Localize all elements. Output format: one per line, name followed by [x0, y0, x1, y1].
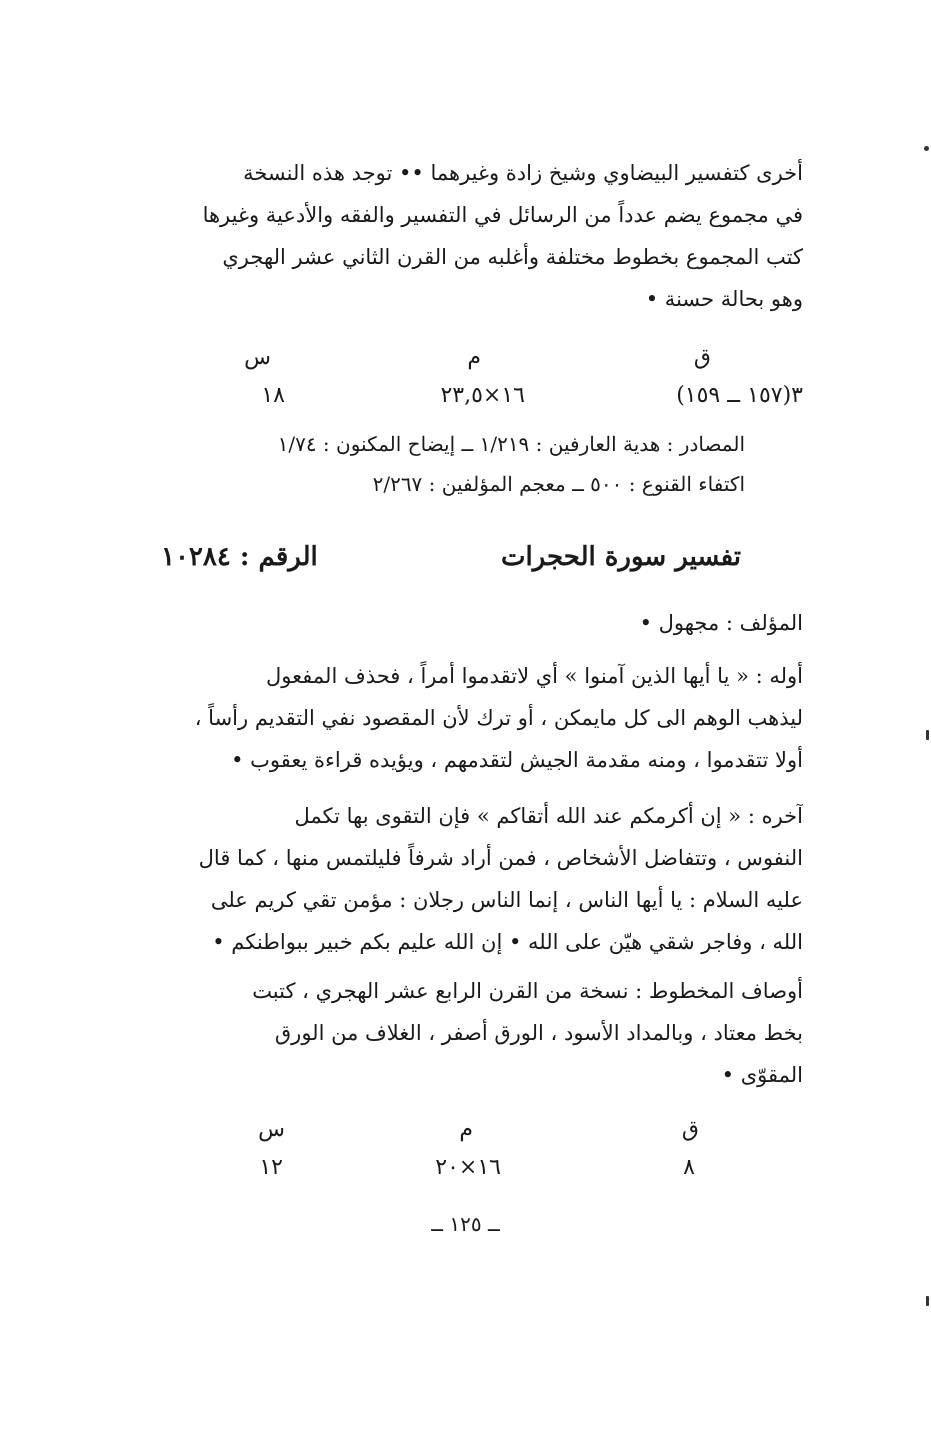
text-line: في مجموع يضم عدداً من الرسائل في التفسير والفقه والأدعية وغيرها	[202, 203, 803, 227]
scan-speck	[926, 730, 929, 740]
description-paragraph	[157, 970, 803, 1096]
entry-number: الرقم : ١٠٢٨٤	[161, 542, 318, 572]
text-line: كتب المجموع بخطوط مختلفة وأغلبه من القرن الثاني عشر الهجري	[222, 245, 803, 269]
text-line: المصادر : هدية العارفين : ١/٢١٩ ــ إيضاح المكنون : ١/٧٤	[277, 432, 745, 456]
text-line: ليذهب الوهم الى كل مايمكن ، أو ترك لأن المقصود نفي التقديم رأساً ،	[194, 706, 803, 730]
author-text: المؤلف : مجهول •	[639, 611, 803, 635]
scan-speck	[926, 1296, 929, 1306]
leaves-label: ق	[693, 345, 711, 370]
measurement-labels-1	[157, 340, 803, 376]
dimensions-value: ١٦×٢٣,٥	[440, 383, 525, 408]
entry-title: تفسير سورة الحجرات	[500, 542, 741, 572]
measurement-values-1	[157, 378, 803, 414]
text-line: أوصاف المخطوط : نسخة من القرن الرابع عشر الهجري ، كتبت	[252, 979, 803, 1003]
measurement-labels-2	[157, 1112, 803, 1148]
opening-paragraph	[157, 655, 803, 781]
text-line: وهو بحالة حسنة •	[645, 287, 803, 311]
entry-heading	[161, 537, 741, 577]
text-line: أوله : « يا أيها الذين آمنوا » أي لاتقدموا أمراً ، فحذف المفعول	[266, 664, 803, 688]
scan-speck	[924, 146, 929, 151]
text-line: آخره : « إن أكرمكم عند الله أتقاكم » فإن التقوى بها تكمل	[294, 804, 803, 828]
leaves-value: ٣(١٥٧ ــ ١٥٩)	[676, 383, 803, 408]
ending-paragraph	[157, 795, 803, 963]
dimensions-value: ١٦×٢٠	[435, 1155, 501, 1180]
lines-label: س	[258, 1117, 285, 1142]
page-number: ــ ١٢٥ ــ	[431, 1212, 500, 1236]
author-line	[157, 602, 803, 644]
dimensions-label: م	[467, 345, 481, 370]
text-line: بخط معتاد ، وبالمداد الأسود ، الورق أصفر ، الغلاف من الورق	[274, 1021, 803, 1045]
lines-value: ١٨	[261, 383, 285, 408]
text-line: اكتفاء القنوع : ٥٠٠ ــ معجم المؤلفين : ٢/٢٦٧	[372, 472, 745, 496]
text-line: أولا تتقدموا ، ومنه مقدمة الجيش لتقدمهم ، ويؤيده قراءة يعقوب •	[231, 748, 803, 772]
leaves-value: ٨	[683, 1155, 695, 1180]
measurement-values-2	[157, 1150, 803, 1186]
sources-block	[155, 424, 745, 504]
text-line: المقوّى •	[721, 1063, 803, 1087]
dimensions-label: م	[459, 1117, 473, 1142]
text-line: الله ، وفاجر شقي هيّن على الله • إن الله عليم بكم خبير ببواطنكم •	[212, 930, 803, 954]
text-line: أخرى كتفسير البيضاوي وشيخ زادة وغيرهما •• توجد هذه النسخة	[243, 161, 803, 185]
text-line: النفوس ، وتتفاضل الأشخاص ، فمن أراد شرفاً فليلتمس منها ، كما قال	[198, 846, 803, 870]
intro-paragraph	[157, 152, 803, 320]
lines-value: ١٢	[259, 1155, 283, 1180]
leaves-label: ق	[681, 1117, 699, 1142]
text-line: عليه السلام : يا أيها الناس ، إنما الناس رجلان : مؤمن تقي كريم على	[210, 888, 803, 912]
lines-label: س	[244, 345, 271, 370]
